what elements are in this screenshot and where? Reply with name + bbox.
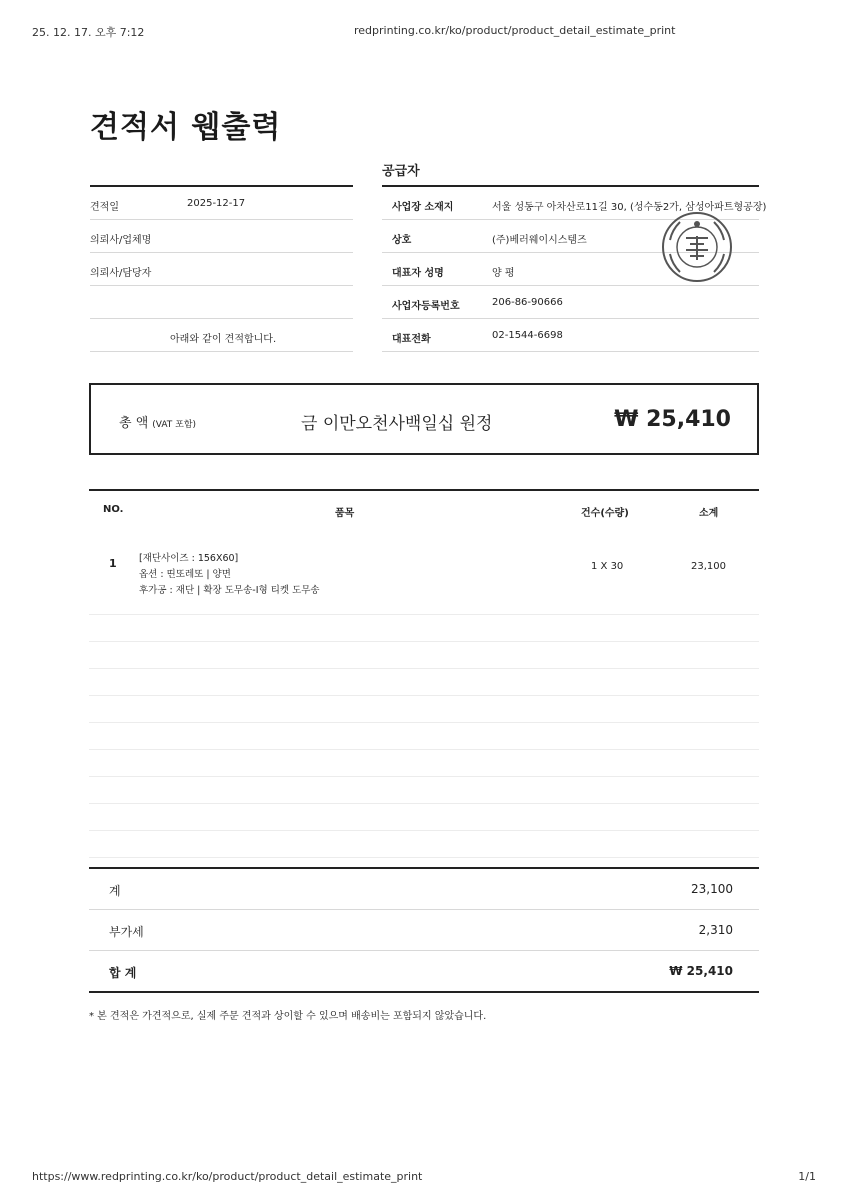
summary-grand-total-row	[89, 951, 759, 993]
browser-print-header	[32, 24, 816, 42]
client-row-note	[90, 319, 353, 352]
item-desc-size: [재단사이즈 : 156X60]	[139, 553, 239, 564]
supplier-value: 206-86-90666	[492, 297, 563, 308]
client-label: 의뢰사/업체명	[90, 235, 152, 246]
supplier-label: 사업자등록번호	[392, 301, 460, 312]
estimate-note: 아래와 같이 견적합니다.	[170, 334, 277, 345]
empty-table-row	[89, 804, 759, 831]
item-desc-options: 옵션 : 띤또레또 | 양면	[139, 569, 231, 580]
summary-subtotal-row	[89, 869, 759, 910]
empty-table-row	[89, 642, 759, 669]
item-number: 1	[109, 557, 117, 570]
item-quantity: 1 X 30	[591, 561, 624, 572]
item-subtotal: 23,100	[691, 561, 726, 572]
supplier-label: 대표전화	[392, 334, 431, 345]
empty-table-row	[89, 750, 759, 777]
vat-included-note: (VAT 포함)	[152, 420, 197, 430]
estimate-disclaimer: * 본 견적은 가견적으로, 실제 주문 견적과 상이할 수 있으며 배송비는 포함되지 않았습니다.	[89, 1011, 487, 1022]
summary-table	[89, 867, 759, 993]
vat-label: 부가세	[109, 925, 144, 939]
supplier-heading: 공급자	[382, 164, 420, 179]
supplier-value: 서울 성동구 아차산로11길 30, (성수동2가, 삼성아파트형공장)	[492, 202, 767, 213]
summary-vat-row	[89, 910, 759, 951]
items-header-row	[89, 491, 759, 529]
supplier-row-bizno	[382, 286, 759, 319]
grand-total-value: ₩ 25,410	[669, 964, 733, 978]
supplier-label: 사업장 소재지	[392, 202, 454, 213]
company-seal-stamp	[660, 210, 734, 284]
empty-table-row	[89, 777, 759, 804]
header-no: NO.	[103, 504, 124, 515]
client-label: 견적일	[90, 202, 119, 213]
subtotal-value: 23,100	[691, 882, 733, 896]
empty-table-row	[89, 615, 759, 642]
total-label: 총 액	[119, 416, 149, 431]
supplier-value: 양 평	[492, 268, 515, 279]
header-qty: 건수(수량)	[581, 508, 629, 519]
supplier-label: 대표자 성명	[392, 268, 444, 279]
client-row-contact	[90, 253, 353, 286]
footer-url: https://www.redprinting.co.kr/ko/product/product_detail_estimate_print	[32, 1170, 423, 1183]
supplier-value: (주)베러웨이시스템즈	[492, 235, 587, 246]
item-description	[139, 551, 320, 599]
header-subtotal: 소계	[699, 508, 719, 519]
total-amount-in-words: 금 이만오천사백일십 원정	[301, 414, 493, 434]
table-row	[89, 529, 759, 615]
item-desc-finishing: 후가공 : 재단 | 확장 도무송-I형 티켓 도무송	[139, 585, 320, 596]
browser-print-footer	[32, 1170, 816, 1186]
subtotal-label: 계	[109, 884, 121, 898]
page-number: 1/1	[798, 1170, 816, 1183]
client-value: 2025-12-17	[187, 198, 246, 209]
client-label: 의뢰사/담당자	[90, 268, 152, 279]
empty-table-row	[89, 723, 759, 750]
empty-table-row	[89, 696, 759, 723]
page-title: 견적서 웹출력	[90, 110, 282, 145]
supplier-row-phone	[382, 319, 759, 352]
vat-value: 2,310	[698, 923, 733, 937]
print-url: redprinting.co.kr/ko/product/product_detail_estimate_print	[354, 24, 676, 37]
total-label-group	[119, 412, 196, 431]
items-table	[89, 489, 759, 858]
total-amount: ₩ 25,410	[614, 407, 731, 432]
grand-total-label: 합 계	[109, 966, 137, 980]
client-row-date	[90, 187, 353, 220]
empty-table-row	[89, 669, 759, 696]
header-item: 품목	[335, 508, 355, 519]
client-row-company	[90, 220, 353, 253]
empty-table-row	[89, 831, 759, 858]
client-row-blank	[90, 286, 353, 319]
total-amount-box	[89, 383, 759, 455]
print-datetime: 25. 12. 17. 오후 7:12	[32, 26, 145, 39]
supplier-label: 상호	[392, 235, 412, 246]
client-info-table	[90, 185, 353, 352]
supplier-value: 02-1544-6698	[492, 330, 563, 341]
